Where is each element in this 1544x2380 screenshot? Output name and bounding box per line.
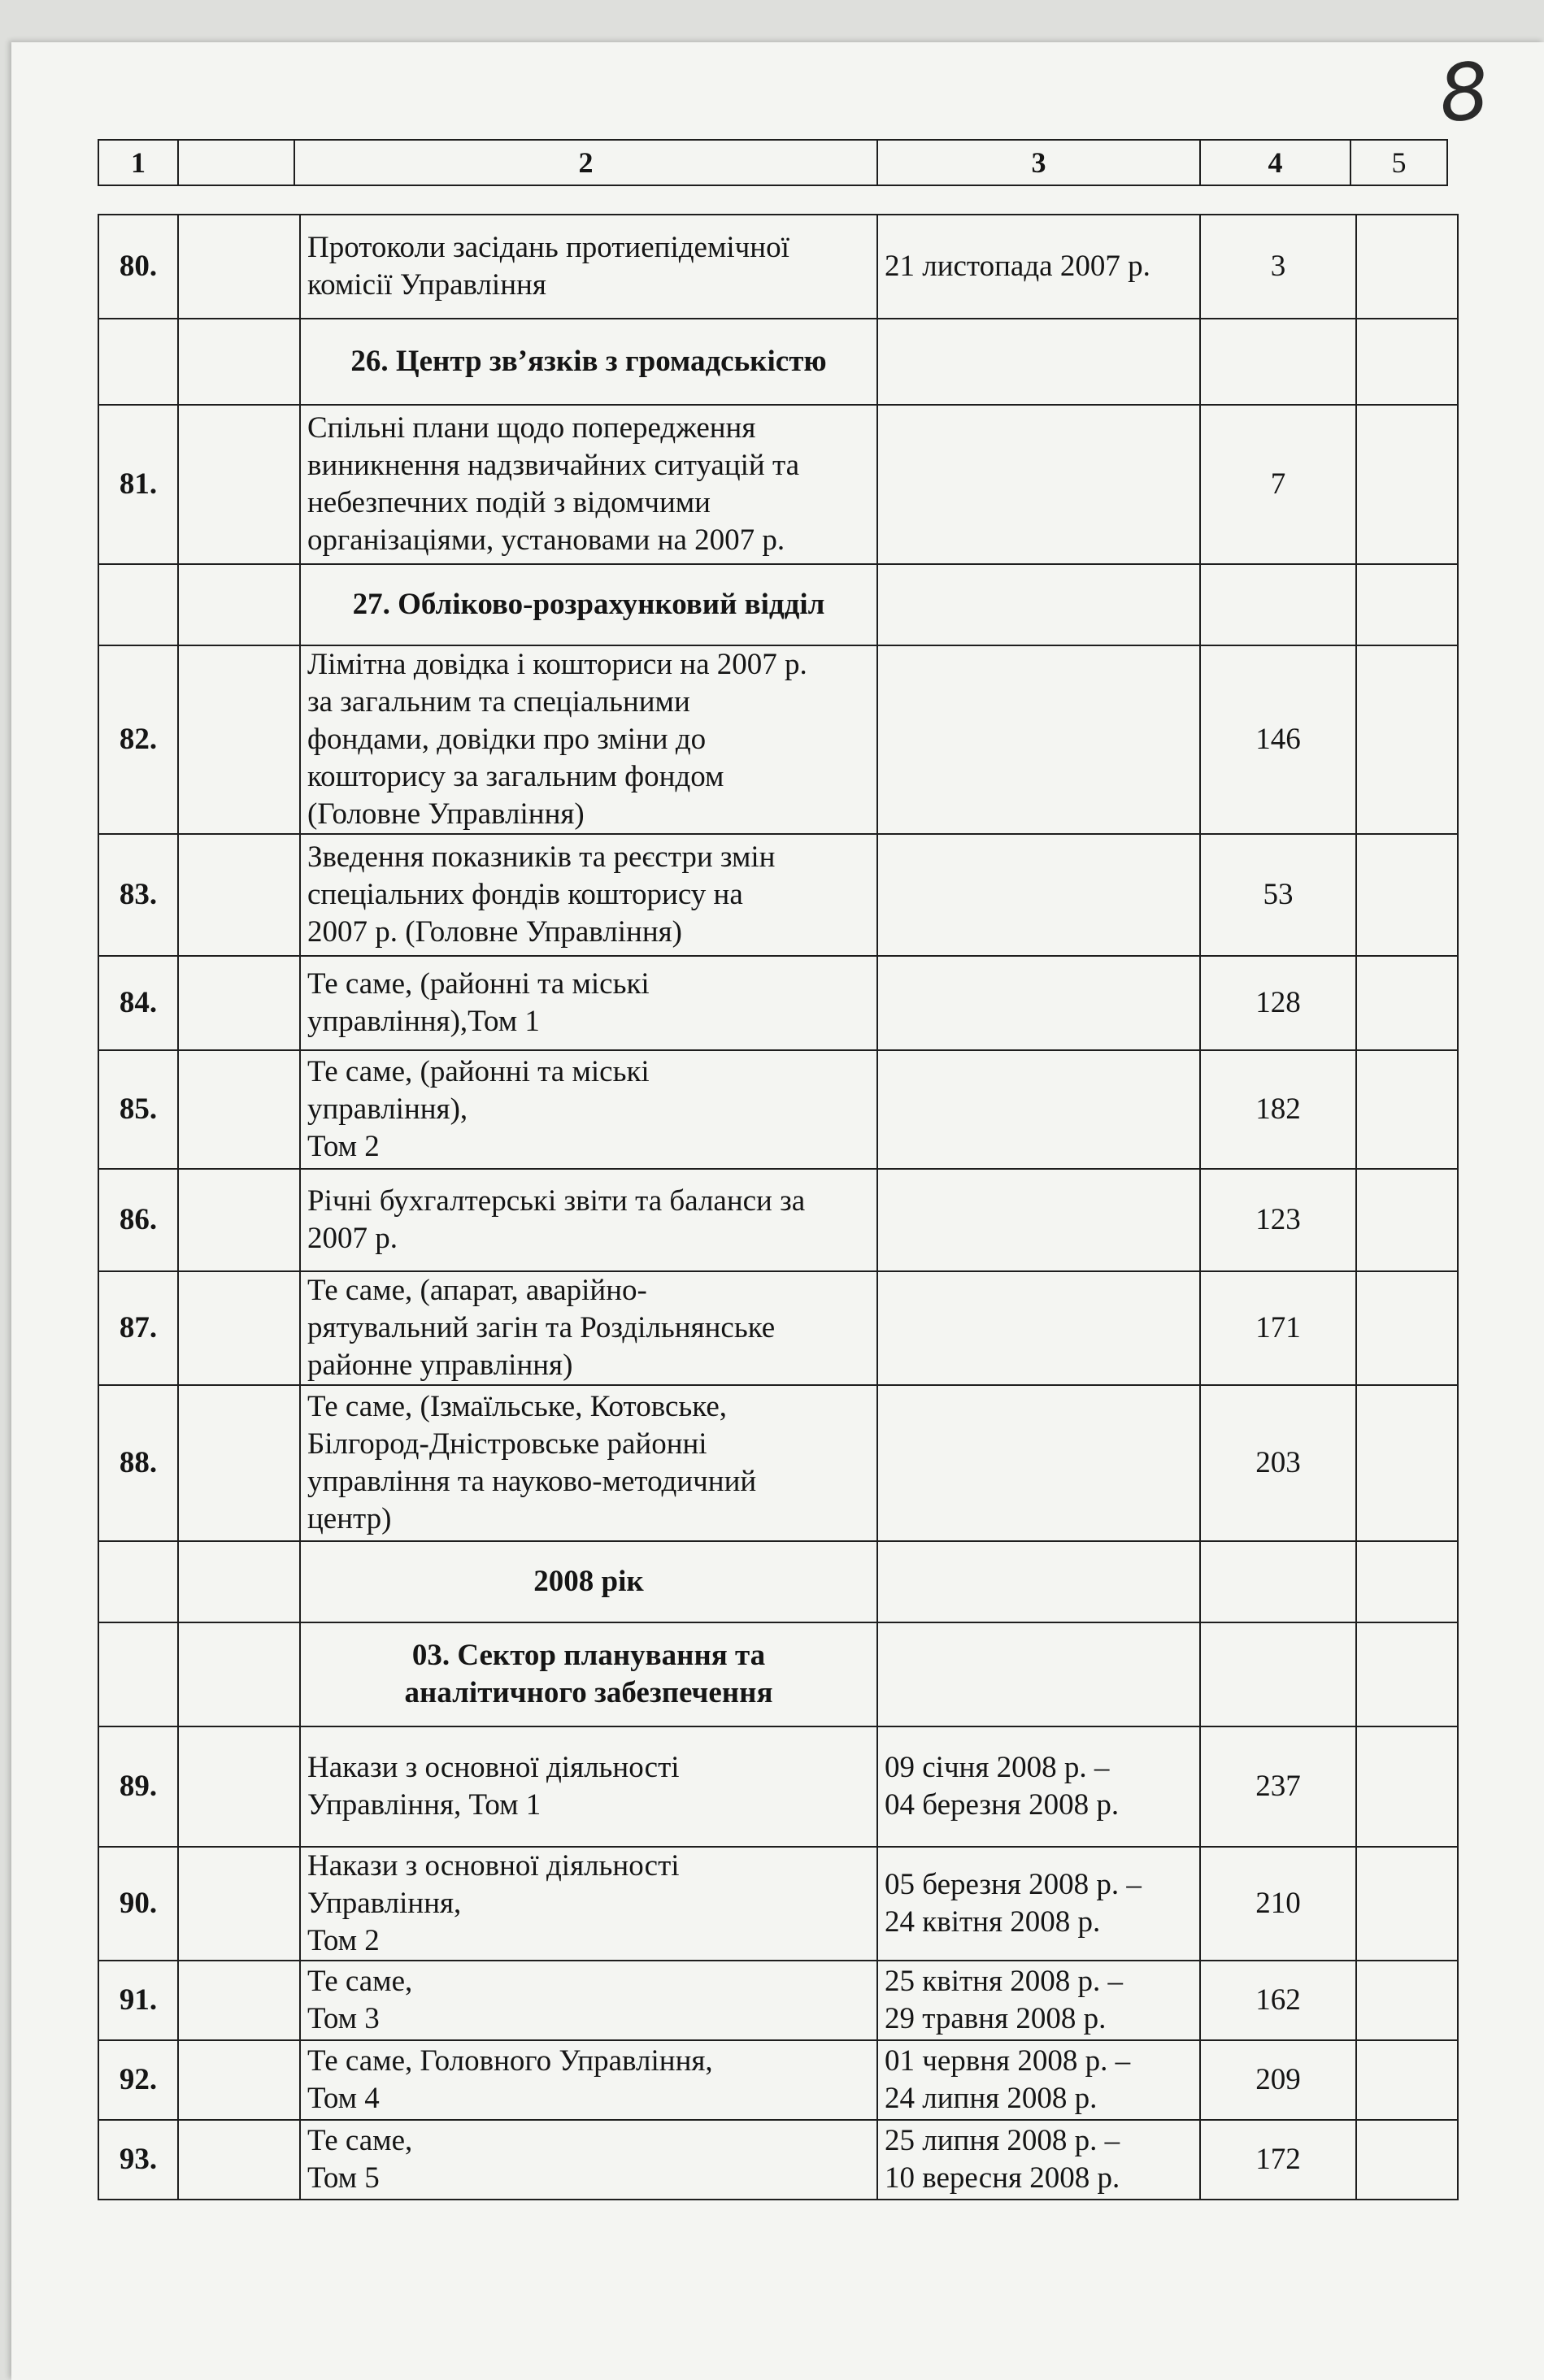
item-title bbox=[300, 1169, 877, 1271]
item-number: 90. bbox=[98, 1847, 178, 1961]
col-header-4: 4 bbox=[1200, 140, 1350, 185]
item-number: 86. bbox=[98, 1169, 178, 1271]
item-notes bbox=[1356, 1169, 1458, 1271]
item-title-line: комісії Управління bbox=[307, 268, 546, 302]
section-header-row bbox=[98, 1622, 1458, 1726]
empty-cell bbox=[178, 1169, 300, 1271]
item-page-count: 210 bbox=[1200, 1847, 1356, 1961]
item-title-line: Том 5 bbox=[307, 2161, 380, 2195]
item-title-line: Управління, bbox=[307, 1887, 462, 1920]
item-title-line: Білгород-Дністровське районні bbox=[307, 1427, 707, 1461]
item-dates bbox=[877, 2120, 1200, 2200]
table-row bbox=[98, 2040, 1458, 2120]
item-number: 81. bbox=[98, 405, 178, 564]
item-notes bbox=[1356, 2040, 1458, 2120]
item-number: 91. bbox=[98, 1961, 178, 2040]
empty-cell bbox=[1200, 564, 1356, 645]
item-notes bbox=[1356, 956, 1458, 1050]
item-dates bbox=[877, 1385, 1200, 1541]
empty-cell bbox=[178, 1847, 300, 1961]
item-dates-line: 24 квітня 2008 р. bbox=[885, 1905, 1101, 1939]
item-number: 89. bbox=[98, 1726, 178, 1847]
item-dates-line: 09 січня 2008 р. – bbox=[885, 1751, 1110, 1784]
item-dates-line: 25 липня 2008 р. – bbox=[885, 2124, 1120, 2157]
empty-cell bbox=[1200, 1622, 1356, 1726]
item-page-count: 128 bbox=[1200, 956, 1356, 1050]
empty-cell bbox=[1200, 319, 1356, 405]
empty-cell bbox=[178, 2040, 300, 2120]
table-row bbox=[98, 1385, 1458, 1541]
item-dates bbox=[877, 645, 1200, 834]
item-number: 82. bbox=[98, 645, 178, 834]
item-dates bbox=[877, 2040, 1200, 2120]
item-title-line: Том 2 bbox=[307, 1130, 380, 1163]
section-title-line: аналітичного забезпечення bbox=[404, 1676, 773, 1709]
empty-cell bbox=[178, 956, 300, 1050]
item-title-line: районне управління) bbox=[307, 1349, 573, 1382]
item-title-line: управління та науково-методичний bbox=[307, 1465, 757, 1498]
item-page-count: 162 bbox=[1200, 1961, 1356, 2040]
item-dates bbox=[877, 215, 1200, 319]
empty-cell bbox=[877, 564, 1200, 645]
item-number: 80. bbox=[98, 215, 178, 319]
col-header-1: 1 bbox=[98, 140, 178, 185]
item-page-count: 209 bbox=[1200, 2040, 1356, 2120]
table-row bbox=[98, 1726, 1458, 1847]
section-title-line: 2008 рік bbox=[533, 1565, 644, 1598]
empty-cell bbox=[98, 319, 178, 405]
item-page-count: 182 bbox=[1200, 1050, 1356, 1169]
column-header-table bbox=[98, 139, 1448, 186]
item-title bbox=[300, 1050, 877, 1169]
empty-cell bbox=[1200, 1541, 1356, 1622]
item-title bbox=[300, 215, 877, 319]
item-title bbox=[300, 405, 877, 564]
item-title bbox=[300, 2040, 877, 2120]
item-number: 87. bbox=[98, 1271, 178, 1385]
item-dates-line: 29 травня 2008 р. bbox=[885, 2002, 1107, 2035]
empty-cell bbox=[1356, 1622, 1458, 1726]
section-header-row bbox=[98, 319, 1458, 405]
empty-cell bbox=[178, 319, 300, 405]
item-title-line: Спільні плани щодо попередження bbox=[307, 411, 756, 445]
item-title-line: Те саме, bbox=[307, 2124, 413, 2157]
item-notes bbox=[1356, 645, 1458, 834]
empty-cell bbox=[98, 1541, 178, 1622]
empty-cell bbox=[178, 645, 300, 834]
item-dates-line: 21 листопада 2007 р. bbox=[885, 250, 1150, 283]
empty-cell bbox=[178, 1541, 300, 1622]
section-title bbox=[300, 1622, 877, 1726]
item-title-line: Лімітна довідка і кошториси на 2007 р. bbox=[307, 648, 807, 681]
item-title-line: за загальним та спеціальними bbox=[307, 685, 690, 719]
item-dates bbox=[877, 1726, 1200, 1847]
empty-cell bbox=[178, 215, 300, 319]
section-title bbox=[300, 319, 877, 405]
item-title bbox=[300, 1385, 877, 1541]
item-title bbox=[300, 2120, 877, 2200]
table-row bbox=[98, 1961, 1458, 2040]
empty-cell bbox=[178, 2120, 300, 2200]
table-row bbox=[98, 405, 1458, 564]
item-page-count: 146 bbox=[1200, 645, 1356, 834]
item-number: 88. bbox=[98, 1385, 178, 1541]
item-dates bbox=[877, 1847, 1200, 1961]
empty-cell bbox=[178, 834, 300, 956]
handwritten-page-number: 8 bbox=[1434, 45, 1494, 141]
table-row bbox=[98, 1169, 1458, 1271]
item-dates bbox=[877, 1169, 1200, 1271]
item-dates-line: 25 квітня 2008 р. – bbox=[885, 1965, 1123, 1998]
item-page-count: 7 bbox=[1200, 405, 1356, 564]
section-title bbox=[300, 564, 877, 645]
empty-cell bbox=[178, 1385, 300, 1541]
item-page-count: 123 bbox=[1200, 1169, 1356, 1271]
item-title-line: центр) bbox=[307, 1502, 392, 1535]
item-page-count: 237 bbox=[1200, 1726, 1356, 1847]
item-notes bbox=[1356, 1385, 1458, 1541]
item-title bbox=[300, 834, 877, 956]
table-row bbox=[98, 1847, 1458, 1961]
item-notes bbox=[1356, 1726, 1458, 1847]
section-title bbox=[300, 1541, 877, 1622]
item-title bbox=[300, 645, 877, 834]
item-notes bbox=[1356, 215, 1458, 319]
item-title-line: Річні бухгалтерські звіти та баланси за bbox=[307, 1184, 806, 1218]
item-title-line: 2007 р. (Головне Управління) bbox=[307, 915, 682, 949]
item-title-line: Зведення показників та реєстри змін bbox=[307, 840, 776, 874]
item-notes bbox=[1356, 1847, 1458, 1961]
item-title-line: Накази з основної діяльності bbox=[307, 1751, 680, 1784]
table-row bbox=[98, 956, 1458, 1050]
item-number: 84. bbox=[98, 956, 178, 1050]
section-header-row bbox=[98, 1541, 1458, 1622]
section-title-line: 26. Центр зв’язків з громадськістю bbox=[350, 345, 827, 378]
item-title-line: Те саме, (Ізмаїльське, Котовське, bbox=[307, 1390, 728, 1423]
item-title-line: виникнення надзвичайних ситуацій та bbox=[307, 449, 800, 482]
col-header-3: 3 bbox=[877, 140, 1200, 185]
empty-cell bbox=[178, 405, 300, 564]
item-title-line: спеціальних фондів кошторису на bbox=[307, 878, 743, 911]
col-header-2: 2 bbox=[294, 140, 877, 185]
item-title-line: управління), bbox=[307, 1092, 468, 1126]
empty-cell bbox=[178, 1271, 300, 1385]
col-header-blank bbox=[178, 140, 294, 185]
item-number: 83. bbox=[98, 834, 178, 956]
item-notes bbox=[1356, 1050, 1458, 1169]
item-title-line: рятувальний загін та Роздільнянське bbox=[307, 1311, 776, 1344]
item-title-line: 2007 р. bbox=[307, 1222, 398, 1255]
item-dates bbox=[877, 1271, 1200, 1385]
item-title bbox=[300, 1271, 877, 1385]
item-title-line: кошторису за загальним фондом bbox=[307, 760, 724, 793]
empty-cell bbox=[98, 1622, 178, 1726]
item-title-line: небезпечних подій з відомчими bbox=[307, 486, 711, 519]
item-dates bbox=[877, 405, 1200, 564]
empty-cell bbox=[98, 564, 178, 645]
item-notes bbox=[1356, 405, 1458, 564]
item-page-count: 171 bbox=[1200, 1271, 1356, 1385]
empty-cell bbox=[178, 1622, 300, 1726]
col-header-5: 5 bbox=[1350, 140, 1447, 185]
item-title-line: Те саме, (районні та міські bbox=[307, 967, 650, 1001]
item-title-line: Те саме, bbox=[307, 1965, 413, 1998]
inventory-table bbox=[98, 214, 1459, 2200]
item-dates-line: 05 березня 2008 р. – bbox=[885, 1868, 1142, 1901]
table-row bbox=[98, 1271, 1458, 1385]
empty-cell bbox=[877, 319, 1200, 405]
item-dates bbox=[877, 1961, 1200, 2040]
table-row bbox=[98, 834, 1458, 956]
item-title-line: Те саме, (апарат, аварійно- bbox=[307, 1274, 647, 1307]
item-dates bbox=[877, 956, 1200, 1050]
item-title-line: Том 3 bbox=[307, 2002, 380, 2035]
item-dates-line: 10 вересня 2008 р. bbox=[885, 2161, 1120, 2195]
item-page-count: 203 bbox=[1200, 1385, 1356, 1541]
empty-cell bbox=[178, 1726, 300, 1847]
column-header-row bbox=[98, 140, 1447, 185]
item-page-count: 3 bbox=[1200, 215, 1356, 319]
item-title bbox=[300, 1726, 877, 1847]
item-title-line: Те саме, Головного Управління, bbox=[307, 2044, 713, 2078]
item-dates-line: 04 березня 2008 р. bbox=[885, 1788, 1120, 1822]
item-title-line: Протоколи засідань протиепідемічної bbox=[307, 231, 789, 264]
item-dates-line: 01 червня 2008 р. – bbox=[885, 2044, 1131, 2078]
section-header-row bbox=[98, 564, 1458, 645]
item-title-line: управління),Том 1 bbox=[307, 1005, 540, 1038]
item-number: 93. bbox=[98, 2120, 178, 2200]
section-title-line: 27. Обліково-розрахунковий відділ bbox=[352, 588, 825, 621]
item-notes bbox=[1356, 1271, 1458, 1385]
item-notes bbox=[1356, 2120, 1458, 2200]
item-title-line: Те саме, (районні та міські bbox=[307, 1055, 650, 1088]
item-dates-line: 24 липня 2008 р. bbox=[885, 2082, 1098, 2115]
item-title-line: (Головне Управління) bbox=[307, 797, 585, 831]
item-title bbox=[300, 956, 877, 1050]
table-row bbox=[98, 645, 1458, 834]
item-number: 92. bbox=[98, 2040, 178, 2120]
section-title-line: 03. Сектор планування та bbox=[411, 1639, 766, 1672]
item-title-line: організаціями, установами на 2007 р. bbox=[307, 523, 785, 557]
item-title-line: Управління, Том 1 bbox=[307, 1788, 541, 1822]
empty-cell bbox=[178, 1961, 300, 2040]
table-row bbox=[98, 215, 1458, 319]
item-number: 85. bbox=[98, 1050, 178, 1169]
empty-cell bbox=[178, 564, 300, 645]
item-dates bbox=[877, 1050, 1200, 1169]
item-page-count: 172 bbox=[1200, 2120, 1356, 2200]
item-page-count: 53 bbox=[1200, 834, 1356, 956]
item-notes bbox=[1356, 1961, 1458, 2040]
item-title bbox=[300, 1847, 877, 1961]
empty-cell bbox=[178, 1050, 300, 1169]
item-notes bbox=[1356, 834, 1458, 956]
item-title-line: Накази з основної діяльності bbox=[307, 1849, 680, 1883]
item-title-line: Том 4 bbox=[307, 2082, 380, 2115]
empty-cell bbox=[1356, 564, 1458, 645]
empty-cell bbox=[1356, 1541, 1458, 1622]
table-row bbox=[98, 2120, 1458, 2200]
empty-cell bbox=[1356, 319, 1458, 405]
empty-cell bbox=[877, 1622, 1200, 1726]
item-title-line: Том 2 bbox=[307, 1924, 380, 1957]
item-title-line: фондами, довідки про зміни до bbox=[307, 723, 707, 756]
table-row bbox=[98, 1050, 1458, 1169]
item-dates bbox=[877, 834, 1200, 956]
item-title bbox=[300, 1961, 877, 2040]
empty-cell bbox=[877, 1541, 1200, 1622]
